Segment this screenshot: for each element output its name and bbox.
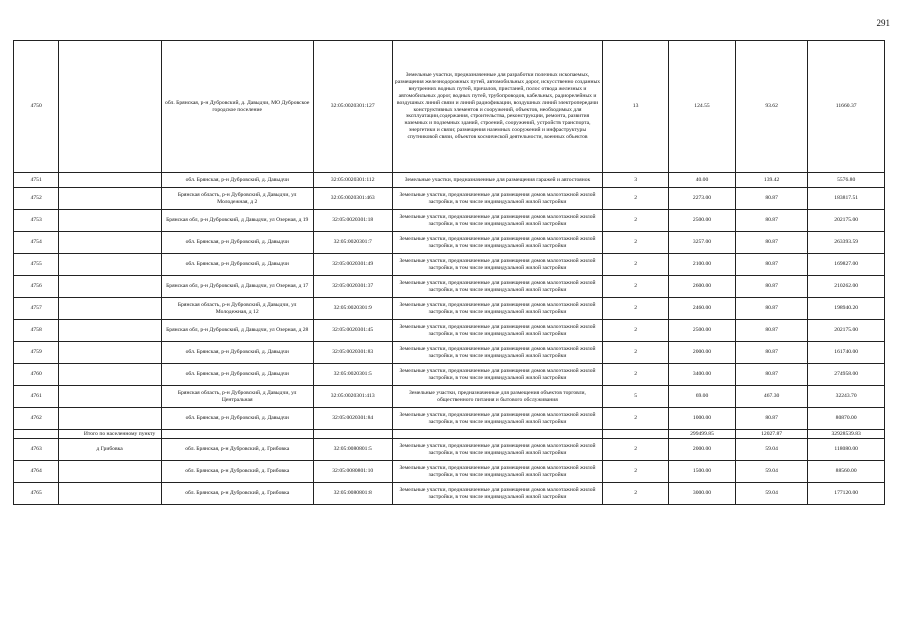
row-rate: 80.87	[735, 254, 807, 276]
row-group-code: 2	[603, 276, 669, 298]
row-area: 124.55	[669, 41, 736, 173]
row-rate: 59.04	[735, 461, 807, 483]
row-cadastral-value: 80870.00	[808, 408, 885, 430]
row-address: Брянская обл, р-н Дубровский, д Давыдчи, ул Озерная, д 19	[161, 210, 313, 232]
row-address: Брянская обл, р-н Дубровский, д Давыдчи, ул Озерная, д 28	[161, 320, 313, 342]
row-rate: 467.30	[735, 386, 807, 408]
row-group-code: 5	[603, 386, 669, 408]
row-cadastral-number: 32:05:0020301:49	[313, 254, 392, 276]
row-rate: 80.87	[735, 364, 807, 386]
total-value: 32928539.83	[808, 430, 885, 439]
row-land-use: Земельные участки, предназначенные для размещения гаражей и автостоянок	[392, 173, 602, 188]
row-area: 69.00	[669, 386, 736, 408]
row-locality-cell	[59, 254, 162, 276]
row-rate: 59.04	[735, 483, 807, 505]
row-address: Брянская область, р-н Дубровский, д Давыдчи, ул Молодежная, д 12	[161, 298, 313, 320]
row-area: 40.00	[669, 173, 736, 188]
row-address: обл. Брянская, р-н Дубровский, д. Давыдчи, МО Дубровское городское поселение	[161, 41, 313, 173]
row-address: обл. Брянская, р-н Дубровский, д. Грибовка	[161, 461, 313, 483]
table-row	[14, 254, 885, 276]
row-locality-cell	[59, 276, 162, 298]
row-rate: 80.87	[735, 408, 807, 430]
row-locality-cell	[59, 232, 162, 254]
row-rate: 80.87	[735, 342, 807, 364]
row-address: обл. Брянская, р-н Дубровский, д. Давыдчи	[161, 173, 313, 188]
row-cadastral-value: 11660.37	[808, 41, 885, 173]
total-empty-code	[603, 430, 669, 439]
row-land-use: Земельные участки, предназначенные для размещения домов малоэтажной жилой застройки, в том числе индивидуальной жилой застройки	[392, 364, 602, 386]
row-cadastral-value: 177120.00	[808, 483, 885, 505]
row-number: 4759	[14, 342, 59, 364]
row-locality-cell	[59, 461, 162, 483]
row-cadastral-value: 263393.59	[808, 232, 885, 254]
row-cadastral-number: 32:05:0080801:5	[313, 439, 392, 461]
row-locality-cell	[59, 483, 162, 505]
row-address: обл. Брянская, р-н Дубровский, д. Давыдчи	[161, 342, 313, 364]
row-address: Брянская обл, р-н Дубровский, д Давыдчи, ул Озерная, д 17	[161, 276, 313, 298]
total-empty-use	[392, 430, 602, 439]
row-locality-cell	[59, 41, 162, 173]
row-area: 2500.00	[669, 210, 736, 232]
row-group-code: 2	[603, 364, 669, 386]
table-row	[14, 173, 885, 188]
row-number: 4762	[14, 408, 59, 430]
row-number: 4750	[14, 41, 59, 173]
table-row	[14, 210, 885, 232]
row-locality-cell	[59, 408, 162, 430]
row-land-use: Земельные участки, предназначенные для размещения домов малоэтажной жилой застройки, в том числе индивидуальной жилой застройки	[392, 439, 602, 461]
row-locality-cell	[59, 386, 162, 408]
row-cadastral-number: 32:05:0020301:7	[313, 232, 392, 254]
row-area: 2000.00	[669, 342, 736, 364]
row-rate: 80.87	[735, 298, 807, 320]
row-locality-cell	[59, 364, 162, 386]
row-cadastral-value: 32243.70	[808, 386, 885, 408]
row-group-code: 3	[603, 173, 669, 188]
row-area: 3400.00	[669, 364, 736, 386]
row-cadastral-number: 32:05:0020301:463	[313, 188, 392, 210]
total-label: Итого по населенному пункту	[59, 430, 162, 439]
table-row	[14, 41, 885, 173]
row-cadastral-value: 210262.00	[808, 276, 885, 298]
row-area: 2100.00	[669, 254, 736, 276]
row-land-use: Земельные участки, предназначенные для размещения домов малоэтажной жилой застройки, в том числе индивидуальной жилой застройки	[392, 408, 602, 430]
row-rate: 93.62	[735, 41, 807, 173]
row-rate: 80.87	[735, 320, 807, 342]
row-area: 2460.00	[669, 298, 736, 320]
row-number: 4751	[14, 173, 59, 188]
row-group-code: 2	[603, 298, 669, 320]
row-address: обл. Брянская, р-н Дубровский, д. Давыдчи	[161, 408, 313, 430]
row-cadastral-number: 32:05:0020301:84	[313, 408, 392, 430]
row-cadastral-value: 202175.00	[808, 210, 885, 232]
row-number: 4765	[14, 483, 59, 505]
page-number: 291	[876, 18, 890, 28]
row-cadastral-number: 32:05:0020301:5	[313, 364, 392, 386]
total-empty-address	[161, 430, 313, 439]
row-number: 4764	[14, 461, 59, 483]
row-group-code: 2	[603, 188, 669, 210]
row-cadastral-value: 118080.00	[808, 439, 885, 461]
row-rate: 80.87	[735, 210, 807, 232]
table-row	[14, 461, 885, 483]
total-row	[14, 430, 885, 439]
locality-label: д Грибовка	[59, 439, 162, 461]
row-address: обл. Брянская, р-н Дубровский, д. Давыдчи	[161, 364, 313, 386]
row-locality-cell	[59, 342, 162, 364]
row-locality-cell	[59, 210, 162, 232]
row-land-use: Земельные участки, предназначенные для размещения объектов торговли, общественного питания и бытового обслуживания	[392, 386, 602, 408]
row-rate: 59.04	[735, 439, 807, 461]
table-row	[14, 483, 885, 505]
row-area: 2000.00	[669, 439, 736, 461]
row-group-code: 2	[603, 408, 669, 430]
row-locality-cell	[59, 173, 162, 188]
row-cadastral-value: 183817.51	[808, 188, 885, 210]
row-group-code: 13	[603, 41, 669, 173]
row-area: 3000.00	[669, 483, 736, 505]
row-number: 4754	[14, 232, 59, 254]
row-address: обл. Брянская, р-н Дубровский, д. Давыдчи	[161, 232, 313, 254]
row-number: 4752	[14, 188, 59, 210]
row-locality-cell	[59, 320, 162, 342]
row-cadastral-number: 32:05:0080801:8	[313, 483, 392, 505]
row-cadastral-number: 32:05:0020301:9	[313, 298, 392, 320]
row-land-use: Земельные участки, предназначенные для разработки полезных ископаемых, размещения железнодорожных путей, автомобильных дорог, искусственно созданных внутренних водных путей, причалов, пристаней, полос отвода железных и автомобильных дорог, водных путей, трубопроводов, кабельных, радиорелейных и воздушных линий связи и линий радиофикации, воздушных линий электропередачи конструктивных элементов и сооружений, объектов, необходимых для эксплуатации,содержания, строительства, реконструкции, ремонта, развития наземных и подземных зданий, строений, сооружений, устройств транспорта, энергетики и связи; размещения наземных сооружений и инфраструктуры спутниковой связи, объектов космической деятельности, военных объектов	[392, 41, 602, 173]
row-cadastral-number: 32:05:0020301:37	[313, 276, 392, 298]
row-rate: 80.87	[735, 276, 807, 298]
row-group-code: 2	[603, 483, 669, 505]
row-area: 1000.00	[669, 408, 736, 430]
row-number: 4753	[14, 210, 59, 232]
row-group-code: 2	[603, 461, 669, 483]
row-land-use: Земельные участки, предназначенные для размещения домов малоэтажной жилой застройки, в том числе индивидуальной жилой застройки	[392, 298, 602, 320]
row-cadastral-number: 32:05:0020301:83	[313, 342, 392, 364]
row-rate: 139.42	[735, 173, 807, 188]
row-group-code: 2	[603, 342, 669, 364]
row-group-code: 2	[603, 232, 669, 254]
row-group-code: 2	[603, 439, 669, 461]
row-number: 4757	[14, 298, 59, 320]
row-address: обл. Брянская, р-н Дубровский, д. Давыдчи	[161, 254, 313, 276]
row-land-use: Земельные участки, предназначенные для размещения домов малоэтажной жилой застройки, в том числе индивидуальной жилой застройки	[392, 320, 602, 342]
row-address: Брянская область, р-н Дубровский, д Давыдчи, ул Молодежная, д 2	[161, 188, 313, 210]
row-area: 2500.00	[669, 320, 736, 342]
row-land-use: Земельные участки, предназначенные для размещения домов малоэтажной жилой застройки, в том числе индивидуальной жилой застройки	[392, 461, 602, 483]
row-land-use: Земельные участки, предназначенные для размещения домов малоэтажной жилой застройки, в том числе индивидуальной жилой застройки	[392, 188, 602, 210]
row-number: 4760	[14, 364, 59, 386]
row-cadastral-number: 32:05:0080801:10	[313, 461, 392, 483]
table-row	[14, 298, 885, 320]
row-address: Брянская область, р-н Дубровский, д Давыдчи, ул Центральная	[161, 386, 313, 408]
cadastral-value-table	[13, 40, 885, 505]
total-rate: 12027.87	[735, 430, 807, 439]
row-cadastral-value: 5576.80	[808, 173, 885, 188]
table-row	[14, 439, 885, 461]
row-address: обл. Брянская, р-н Дубровский, д. Грибовка	[161, 483, 313, 505]
table-row	[14, 276, 885, 298]
row-number: 4758	[14, 320, 59, 342]
row-area: 1500.00	[669, 461, 736, 483]
table-row	[14, 188, 885, 210]
table-row	[14, 232, 885, 254]
table-body-total	[14, 430, 885, 439]
row-area: 2273.00	[669, 188, 736, 210]
row-cadastral-value: 88560.00	[808, 461, 885, 483]
row-cadastral-number: 32:05:0020301:18	[313, 210, 392, 232]
row-number: 4756	[14, 276, 59, 298]
row-land-use: Земельные участки, предназначенные для размещения домов малоэтажной жилой застройки, в том числе индивидуальной жилой застройки	[392, 210, 602, 232]
row-cadastral-value: 169827.00	[808, 254, 885, 276]
table-row	[14, 386, 885, 408]
total-empty-number	[14, 430, 59, 439]
table-row	[14, 320, 885, 342]
total-area: 299499.85	[669, 430, 736, 439]
row-cadastral-value: 202175.00	[808, 320, 885, 342]
row-rate: 80.87	[735, 188, 807, 210]
row-address: обл. Брянская, р-н Дубровский, д. Грибовка	[161, 439, 313, 461]
row-group-code: 2	[603, 210, 669, 232]
row-area: 2600.00	[669, 276, 736, 298]
row-land-use: Земельные участки, предназначенные для размещения домов малоэтажной жилой застройки, в том числе индивидуальной жилой застройки	[392, 232, 602, 254]
row-number: 4761	[14, 386, 59, 408]
total-empty-cadastre	[313, 430, 392, 439]
table-row	[14, 364, 885, 386]
row-land-use: Земельные участки, предназначенные для размещения домов малоэтажной жилой застройки, в том числе индивидуальной жилой застройки	[392, 276, 602, 298]
row-rate: 80.87	[735, 232, 807, 254]
row-cadastral-number: 32:05:0020301:413	[313, 386, 392, 408]
row-cadastral-value: 161740.00	[808, 342, 885, 364]
row-cadastral-value: 274958.00	[808, 364, 885, 386]
table-row	[14, 408, 885, 430]
table-row	[14, 342, 885, 364]
row-land-use: Земельные участки, предназначенные для размещения домов малоэтажной жилой застройки, в том числе индивидуальной жилой застройки	[392, 254, 602, 276]
row-locality-cell	[59, 188, 162, 210]
table-body-gribovka	[14, 439, 885, 505]
row-cadastral-number: 32:05:0020301:127	[313, 41, 392, 173]
row-locality-cell	[59, 298, 162, 320]
row-number: 4763	[14, 439, 59, 461]
row-land-use: Земельные участки, предназначенные для размещения домов малоэтажной жилой застройки, в том числе индивидуальной жилой застройки	[392, 342, 602, 364]
row-cadastral-number: 32:05:0020301:112	[313, 173, 392, 188]
row-number: 4755	[14, 254, 59, 276]
row-cadastral-value: 198940.20	[808, 298, 885, 320]
table-body-davydchi	[14, 41, 885, 430]
row-group-code: 2	[603, 320, 669, 342]
row-group-code: 2	[603, 254, 669, 276]
row-area: 3257.00	[669, 232, 736, 254]
row-land-use: Земельные участки, предназначенные для размещения домов малоэтажной жилой застройки, в том числе индивидуальной жилой застройки	[392, 483, 602, 505]
row-cadastral-number: 32:05:0020301:45	[313, 320, 392, 342]
